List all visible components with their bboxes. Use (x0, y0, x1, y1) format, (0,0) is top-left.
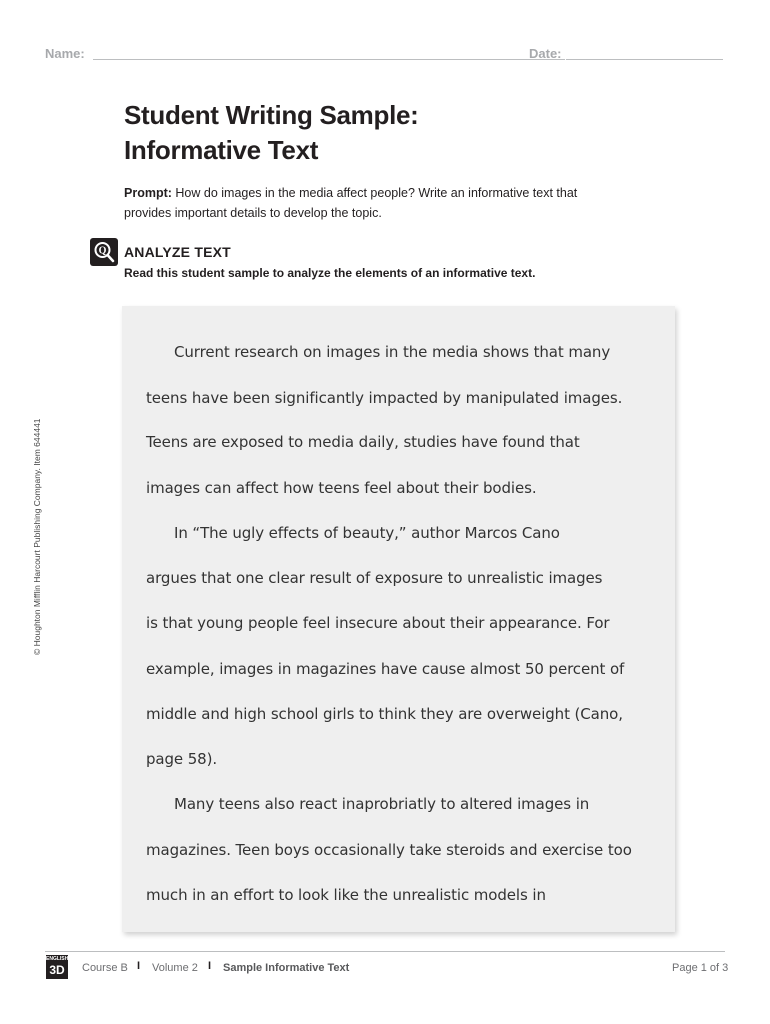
footer-course: Course B (82, 962, 128, 974)
sample-line: Teens are exposed to media daily, studies have found that (146, 433, 580, 451)
analyze-text-heading: ANALYZE TEXT (124, 244, 231, 260)
prompt-label: Prompt: (124, 186, 172, 200)
title-line-2: Informative Text (124, 135, 319, 165)
name-row (45, 44, 725, 64)
svg-text:Q: Q (98, 245, 107, 257)
prompt-text-line-2: provides important details to develop the topic. (124, 206, 382, 220)
footer-divider (45, 951, 725, 952)
copyright-credit: © Houghton Mifflin Harcourt Publishing Company. Item 644441 (32, 418, 42, 655)
logo-big-text: 3D (49, 963, 65, 977)
sample-line: Current research on images in the media shows that many (174, 343, 611, 361)
footer-document-title: Sample Informative Text (223, 962, 350, 974)
english-3d-logo (46, 955, 68, 979)
sample-line: Many teens also react inaprobriatly to altered images in (174, 795, 590, 813)
sample-line: magazines. Teen boys occasionally take steroids and exercise too (146, 841, 632, 859)
analyze-text-instructions: Read this student sample to analyze the elements of an informative text. (124, 266, 536, 280)
prompt (124, 183, 664, 223)
date-field-line (566, 59, 723, 60)
magnifier-q-icon (90, 238, 118, 266)
prompt-text-line-1: How do images in the media affect people? Write an informative text that (175, 186, 578, 200)
page-title (124, 98, 644, 168)
sample-line: example, images in magazines have cause almost 50 percent of (146, 660, 625, 678)
name-field-line (93, 59, 565, 60)
sample-line: is that young people feel insecure about their appearance. For (146, 614, 610, 632)
footer-separator: I (208, 960, 212, 972)
footer-page-number: Page 1 of 3 (672, 962, 729, 974)
sample-line: much in an effort to look like the unrealistic models in (146, 886, 546, 904)
sample-line: In “The ugly effects of beauty,” author Marcos Cano (174, 524, 560, 542)
footer-volume: Volume 2 (152, 962, 198, 974)
sample-line: page 58). (146, 750, 218, 768)
footer-separator: I (137, 960, 141, 972)
title-line-1: Student Writing Sample: (124, 100, 419, 130)
logo-small-text: ENGLISH (46, 956, 69, 962)
name-label: Name: (45, 46, 85, 61)
date-label: Date: (529, 46, 562, 61)
sample-line: teens have been significantly impacted by manipulated images. (146, 389, 623, 407)
sample-line: images can affect how teens feel about their bodies. (146, 479, 537, 497)
sample-line: argues that one clear result of exposure to unrealistic images (146, 569, 603, 587)
sample-line: middle and high school girls to think they are overweight (Cano, (146, 705, 623, 723)
